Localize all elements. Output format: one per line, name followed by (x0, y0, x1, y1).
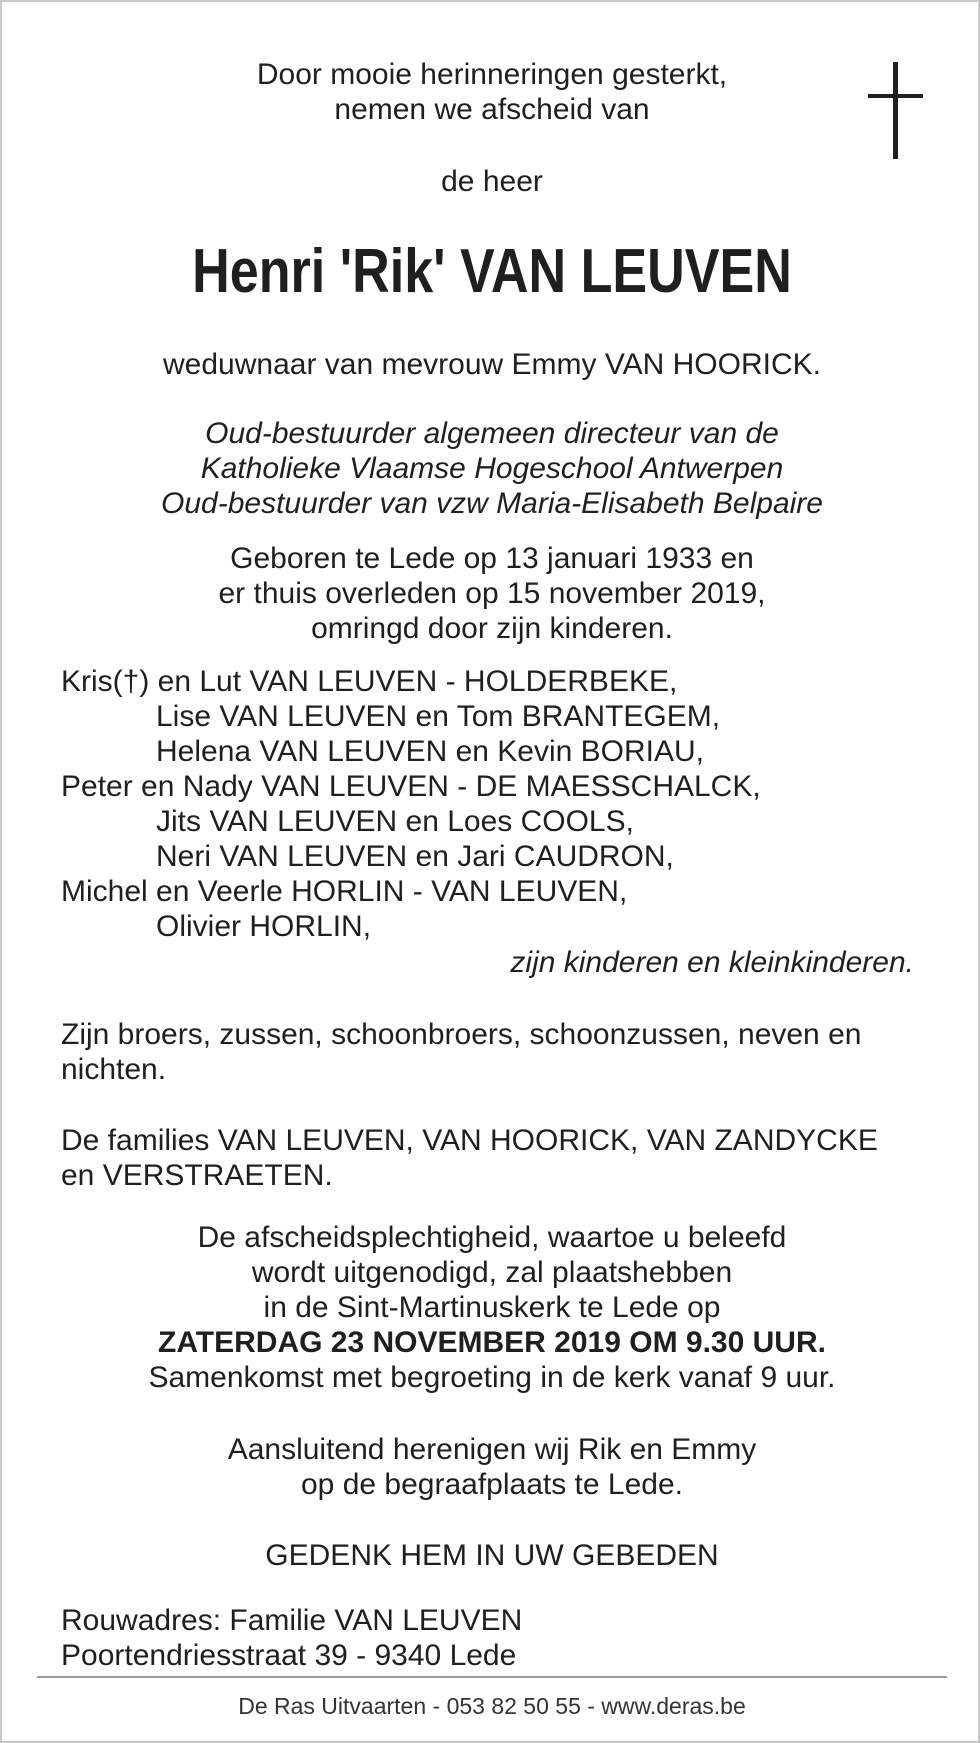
footer-contact: De Ras Uitvaarten - 053 82 50 55 - www.deras.be (238, 1693, 746, 1719)
deceased-name: Henri 'Rik' VAN LEUVEN (192, 237, 792, 306)
spouse-line: weduwnaar van mevrouw Emmy VAN HOORICK. (163, 348, 821, 381)
birth-line-3: omringd door zijn kinderen. (311, 612, 673, 645)
role-line-1: Oud-bestuurder algemeen directeur van de (205, 417, 779, 450)
burial-line-1: Aansluitend herenigen wij Rik en Emmy (227, 1433, 757, 1466)
ceremony-line-1: De afscheidsplechtigheid, waartoe u beleefd (197, 1221, 787, 1254)
role-line-2: Katholieke Vlaamse Hogeschool Antwerpen (200, 452, 784, 485)
grandchild-line: Helena VAN LEUVEN en Kevin BORIAU, (156, 735, 705, 768)
role-line-3: Oud-bestuurder van vzw Maria-Elisabeth Belpaire (161, 487, 823, 520)
child-line: Peter en Nady VAN LEUVEN - DE MAESSCHALCK, (61, 770, 761, 803)
address-line-1: Rouwadres: Familie VAN LEUVEN (61, 1604, 523, 1637)
burial-line-2: op de begraafplaats te Lede. (301, 1468, 683, 1501)
families-line-1: De families VAN LEUVEN, VAN HOORICK, VAN ZANDYCKE (61, 1124, 878, 1157)
footer-divider (37, 1676, 947, 1678)
grandchild-line: Jits VAN LEUVEN en Loes COOLS, (156, 805, 634, 838)
title-prefix: de heer (441, 165, 543, 198)
siblings-line-1: Zijn broers, zussen, schoonbroers, schoonzussen, neven en (61, 1018, 862, 1051)
children-caption: zijn kinderen en kleinkinderen. (510, 946, 914, 979)
child-line: Kris(†) en Lut VAN LEUVEN - HOLDERBEKE, (61, 665, 678, 698)
grandchild-line: Lise VAN LEUVEN en Tom BRANTEGEM, (156, 700, 721, 733)
intro-line-2: nemen we afscheid van (334, 93, 650, 126)
families-line-2: en VERSTRAETEN. (61, 1159, 333, 1192)
birth-line-2: er thuis overleden op 15 november 2019, (218, 577, 766, 610)
address-line-2: Poortendriesstraat 39 - 9340 Lede (61, 1639, 517, 1672)
ceremony-date: ZATERDAG 23 NOVEMBER 2019 OM 9.30 UUR. (158, 1326, 826, 1359)
ceremony-line-3: in de Sint-Martinuskerk te Lede op (263, 1291, 721, 1324)
grandchild-line: Neri VAN LEUVEN en Jari CAUDRON, (156, 840, 674, 873)
birth-line-1: Geboren te Lede op 13 januari 1933 en (230, 542, 754, 575)
ceremony-line-2: wordt uitgenodigd, zal plaatshebben (251, 1256, 733, 1289)
grandchild-line: Olivier HORLIN, (156, 910, 372, 943)
child-line: Michel en Veerle HORLIN - VAN LEUVEN, (61, 875, 628, 908)
siblings-line-2: nichten. (61, 1053, 167, 1086)
intro-line-1: Door mooie herinneringen gesterkt, (256, 58, 728, 91)
gathering-line: Samenkomst met begroeting in de kerk vanaf 9 uur. (148, 1361, 836, 1394)
prayer-line: GEDENK HEM IN UW GEBEDEN (265, 1539, 719, 1572)
